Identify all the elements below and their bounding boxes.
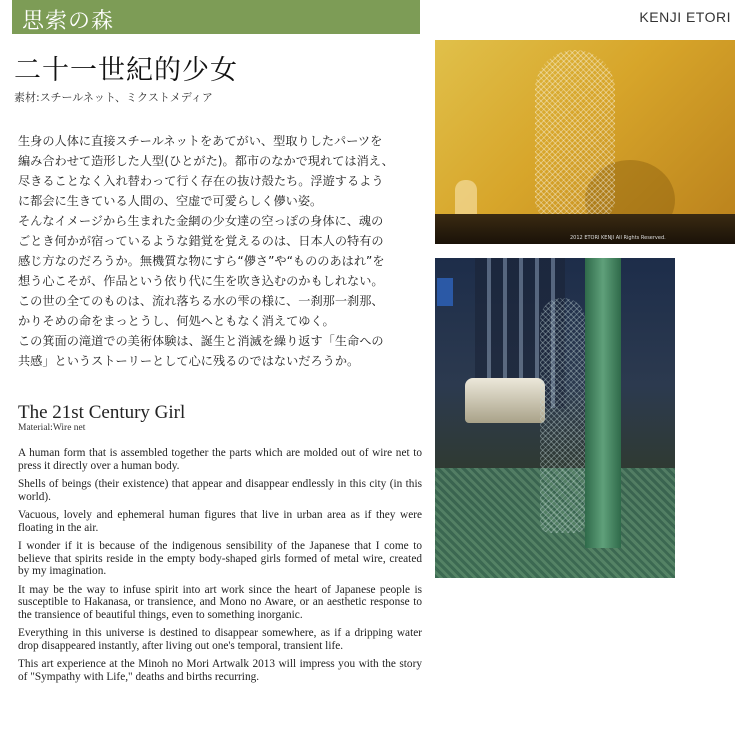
jp-line: 想う心こそが、作品という依り代に生を吹き込むのかもしれない。 [18,274,384,288]
jp-line: 感じ方なのだろうか。無機質な物にすら“儚さ”や“もののあはれ”を [18,254,385,268]
street-sign [437,278,453,306]
wire-figure-street [540,298,585,533]
en-paragraph: Everything in this universe is destined to disappear somewhere, as if a dripping water drop disappeared instantly, after living out one's temporal, transient life. [18,627,422,652]
en-work-title: The 21st Century Girl [18,402,186,423]
jp-line: この箕面の滝道での美術体験は、誕生と消滅を繰り返す「生命への [18,334,384,348]
jp-line: に都会に生きている人間の、空虚で可愛らしく儚い姿。 [18,194,323,208]
jp-material: 素材:スチールネット、ミクストメディア [14,91,213,104]
en-paragraph: Vacuous, lovely and ephemeral human figures that live in urban area as if they were floating in the air. [18,509,422,534]
en-paragraph: It may be the way to infuse spirit into art work since the heart of Japanese people is susceptible to Hakanasa, or transience, and Mono no Aware, or an aesthetic response to the transience of beautiful things, even to something inorganic. [18,583,422,621]
header-bar [12,0,420,34]
section-title: 思索の森 [22,9,115,34]
photo-taxi [465,378,545,423]
wire-figure [535,50,615,220]
jp-work-title: 二十一世紀的少女 [14,55,238,86]
jp-line: 尽きることなく入れ替わって行く存在の抜け殻たち。浮遊するよう [18,174,384,188]
jp-line: ごとき何かが宿っているような錯覚を覚えるのは、日本人の特有の [18,234,384,248]
en-paragraph: A human form that is assembled together the parts which are molded out of wire net to press it directly over a human body. [18,447,422,472]
jp-line: 生身の人体に直接スチールネットをあてがい、型取りしたパーツを [18,134,383,148]
photo-copyright: 2012 ETORI KENJI All Rights Reserved. [570,235,666,241]
jp-line: この世の全てのものは、流れ落ちる水の雫の様に、一刹那一刹那、 [18,294,384,308]
jp-line: かりそめの命をまっとうし、何処へともなく消えてゆく。 [18,314,335,328]
en-paragraph: I wonder if it is because of the indigenous sensibility of the Japanese that I come to believe that spirits reside in the empty body-shaped girls formed of metal wire, created by my imagination. [18,540,422,577]
jp-line: 共感」というストーリーとして心に残るのではないだろうか。 [18,354,360,368]
artwork-photo-street [435,258,675,578]
jp-line: そんなイメージから生まれた金網の少女達の空っぽの身体に、魂の [18,214,384,228]
jp-line: 編み合わせて造形した人型(ひとがた)。都市のなかで現れては消え、 [18,154,394,168]
en-paragraph: Shells of beings (their existence) that appear and disappear endlessly in this city (in this world). [18,478,422,503]
en-paragraph: This art experience at the Minoh no Mori Artwalk 2013 will impress you with the story of "Sympathy with Life," deaths and births recurring. [18,658,422,683]
en-description [18,447,422,689]
artwork-photo-gallery [435,40,735,244]
en-material: Material:Wire net [18,423,86,433]
photo-pole [585,258,621,548]
jp-description [18,131,418,371]
artist-name: KENJI ETORI [639,9,731,25]
